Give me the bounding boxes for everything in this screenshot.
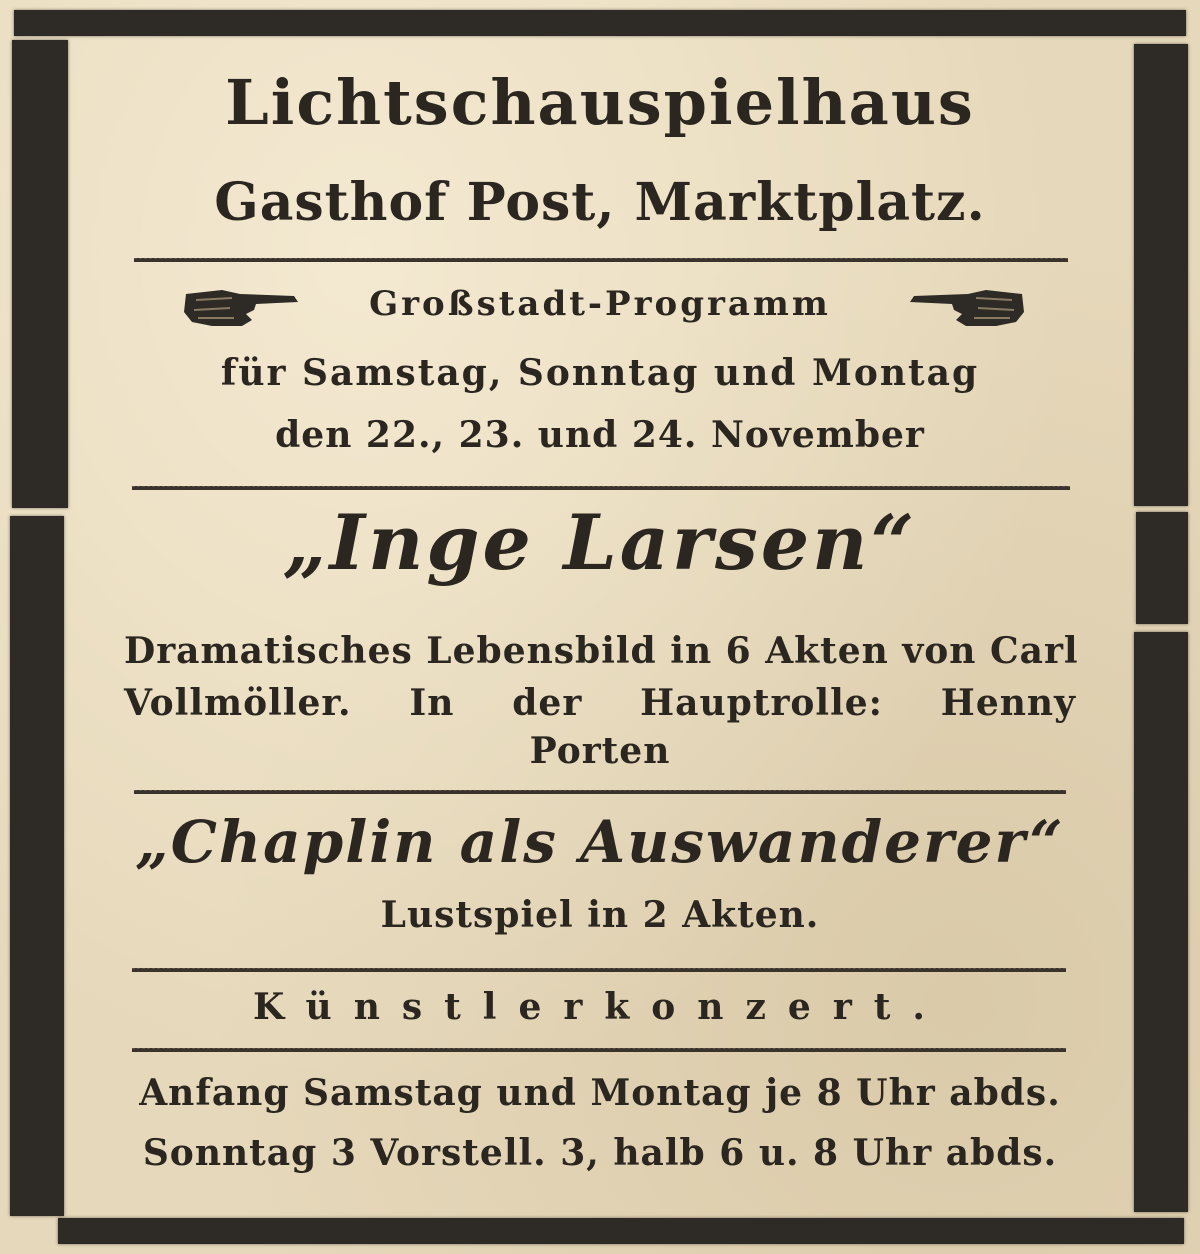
feature-1-description-line: Vollmöller. In der Hauptrolle: Henny <box>124 682 1076 724</box>
program-dates: den 22., 23. und 24. November <box>275 414 925 456</box>
program-label: Großstadt-Programm <box>369 284 831 324</box>
feature-1-title: „Inge Larsen“ <box>282 498 918 587</box>
divider-rule <box>134 258 1068 262</box>
divider-rule <box>132 486 1070 490</box>
feature-2-description: Lustspiel in 2 Akten. <box>380 894 820 936</box>
divider-rule <box>134 790 1066 794</box>
frame-bar-right-lower <box>1134 632 1188 1212</box>
frame-bar-left-lower <box>10 516 64 1216</box>
schedule-line: Anfang Samstag und Montag je 8 Uhr abds. <box>139 1072 1061 1114</box>
feature-1-description-line: Dramatisches Lebensbild in 6 Akten von Carl <box>124 630 1079 672</box>
divider-rule <box>132 968 1066 972</box>
pointing-hand-left-icon <box>906 284 1026 330</box>
cinema-venue: Gasthof Post, Marktplatz. <box>214 172 986 233</box>
program-days: für Samstag, Sonntag und Montag <box>220 352 980 394</box>
frame-bar-top <box>14 10 1186 36</box>
schedule-line: Sonntag 3 Vorstell. 3, halb 6 u. 8 Uhr abds. <box>142 1132 1058 1174</box>
concert-label: Künstlerkonzert. <box>253 986 947 1028</box>
frame-bar-right-upper <box>1134 44 1188 506</box>
feature-2-title: „Chaplin als Auswanderer“ <box>135 808 1065 876</box>
cinema-title: Lichtschauspielhaus <box>225 66 975 139</box>
frame-bar-left-upper <box>12 40 68 508</box>
feature-1-description-line: Porten <box>529 730 671 772</box>
frame-bar-right-middle <box>1136 512 1188 624</box>
frame-bar-bottom <box>58 1218 1184 1244</box>
divider-rule <box>132 1048 1066 1052</box>
